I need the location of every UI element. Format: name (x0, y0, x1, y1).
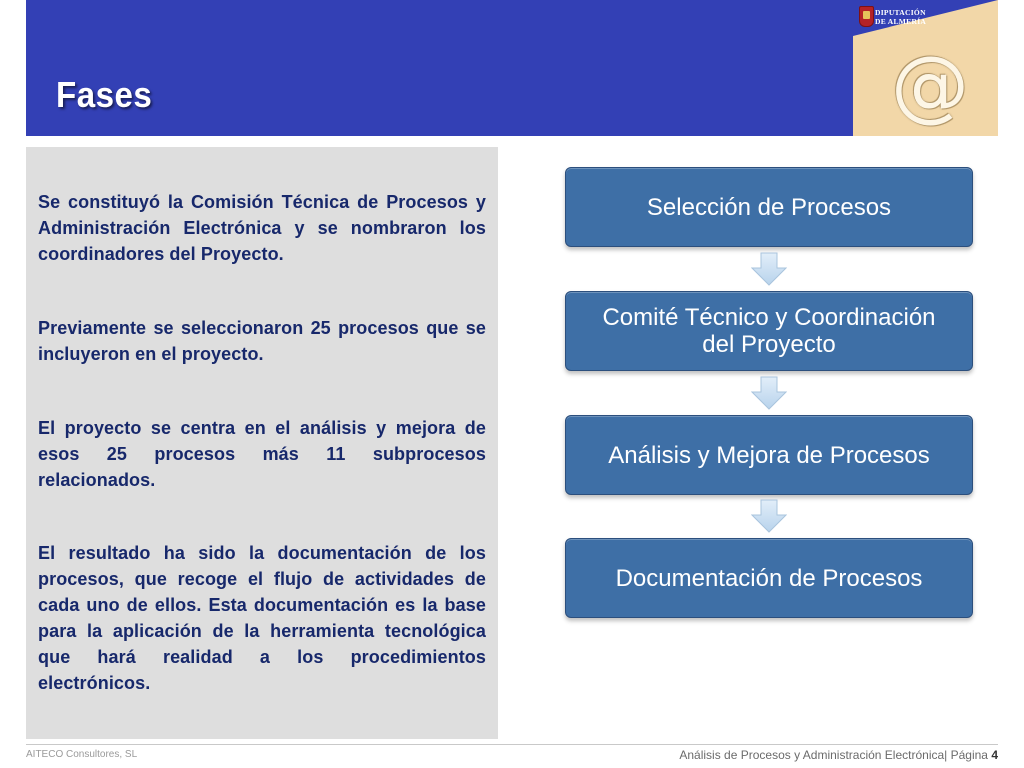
logo-panel (853, 0, 998, 136)
step-box-seleccion: Selección de Procesos (565, 167, 973, 247)
down-arrow-icon (751, 499, 787, 533)
down-arrow-icon (751, 252, 787, 286)
page-number: 4 (991, 748, 998, 762)
down-arrow-icon (751, 376, 787, 410)
footer-doc-title: Análisis de Procesos y Administración Electrónica| Página (679, 748, 992, 762)
paragraph-selection: Previamente se seleccionaron 25 procesos que se incluyeron en el proyecto. (38, 318, 486, 364)
paragraph-result: El resultado ha sido la documentación de los procesos, que recoge el flujo de actividades de cada uno de ellos. Esta documentación es la base para la aplicación de la herramienta tecnológica que hará realidad a los procedimientos electrónicos. (38, 543, 486, 693)
paragraph-focus: El proyecto se centra en el análisis y mejora de esos 25 procesos más 11 subprocesos relacionados. (38, 418, 486, 490)
logo-line-1: DIPUTACIÓN (875, 8, 926, 17)
at-sign-icon: @ (891, 41, 969, 131)
header-banner (26, 0, 853, 136)
footer-company: AITECO Consultores, SL (26, 749, 138, 760)
text-panel (26, 147, 498, 739)
step-box-analisis: Análisis y Mejora de Procesos (565, 415, 973, 495)
logo-line-2: DE ALMERÍA (875, 17, 927, 26)
step-box-documentacion: Documentación de Procesos (565, 538, 973, 618)
footer-page-info (679, 748, 998, 762)
page-title: Fases (56, 74, 153, 115)
paragraph-commission: Se constituyó la Comisión Técnica de Procesos y Administración Electrónica y se nombraron los coordinadores del Proyecto. (38, 192, 486, 264)
footer-divider (26, 744, 998, 745)
crest-icon (859, 6, 874, 27)
organization-logo-text (875, 8, 926, 26)
step-box-comite: Comité Técnico y Coordinación del Proyecto (565, 291, 973, 371)
